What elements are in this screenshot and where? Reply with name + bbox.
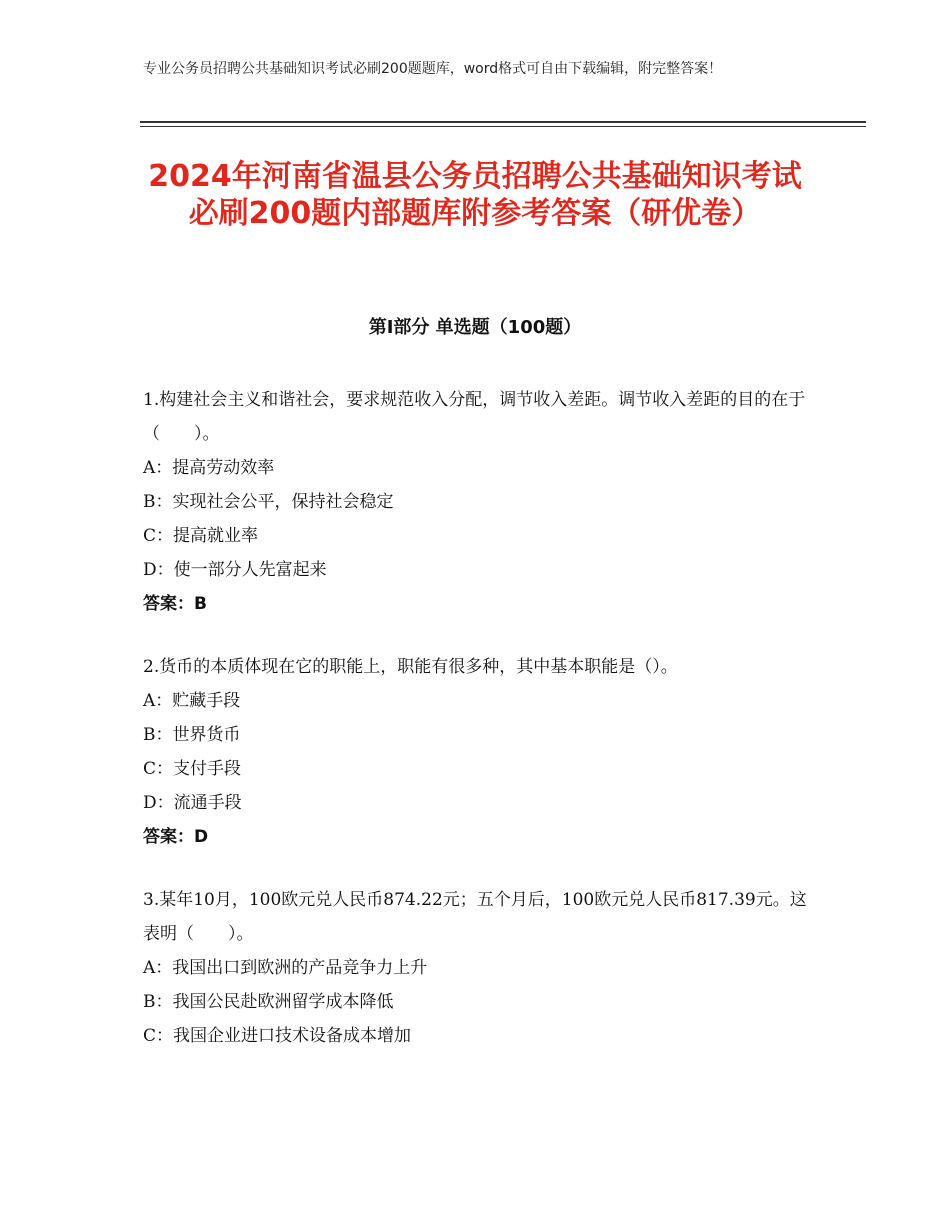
question-3	[143, 883, 808, 1053]
header-rule-thick	[140, 121, 866, 123]
option-b: B：实现社会公平，保持社会稳定	[143, 492, 394, 512]
question-1	[143, 383, 808, 621]
option-c: C：我国企业进口技术设备成本增加	[143, 1026, 412, 1046]
answer-line: 答案：D	[143, 827, 209, 847]
option-c: C：支付手段	[143, 759, 242, 779]
option-d: D：使一部分人先富起来	[143, 560, 327, 580]
option-a: A：贮藏手段	[143, 691, 241, 711]
question-list	[143, 383, 808, 1082]
option-d: D：流通手段	[143, 793, 242, 813]
question-stem: 2.货币的本质体现在它的职能上，职能有很多种，其中基本职能是（）。	[143, 657, 678, 677]
option-b: B：我国公民赴欧洲留学成本降低	[143, 992, 394, 1012]
question-stem: 1.构建社会主义和谐社会，要求规范收入分配，调节收入差距。调节收入差距的目的在于（ ）。	[143, 390, 806, 444]
header-note: 专业公务员招聘公共基础知识考试必刷200题题库，word格式可自由下载编辑，附完整答案！	[143, 61, 723, 77]
section-title: 第Ⅰ部分 单选题（100题）	[368, 317, 582, 338]
option-a: A：我国出口到欧洲的产品竞争力上升	[143, 958, 428, 978]
option-a: A：提高劳动效率	[143, 458, 275, 478]
document-title: 2024年河南省温县公务员招聘公共基础知识考试必刷200题内部题库附参考答案（研优卷）	[148, 159, 802, 231]
question-stem: 3.某年10月，100欧元兑人民币874.22元；五个月后，100欧元兑人民币817.39元。这表明（ ）。	[143, 890, 807, 944]
answer-line: 答案：B	[143, 594, 207, 614]
option-b: B：世界货币	[143, 725, 241, 745]
header-rule-thin	[140, 126, 866, 127]
question-2	[143, 650, 808, 854]
option-c: C：提高就业率	[143, 526, 259, 546]
